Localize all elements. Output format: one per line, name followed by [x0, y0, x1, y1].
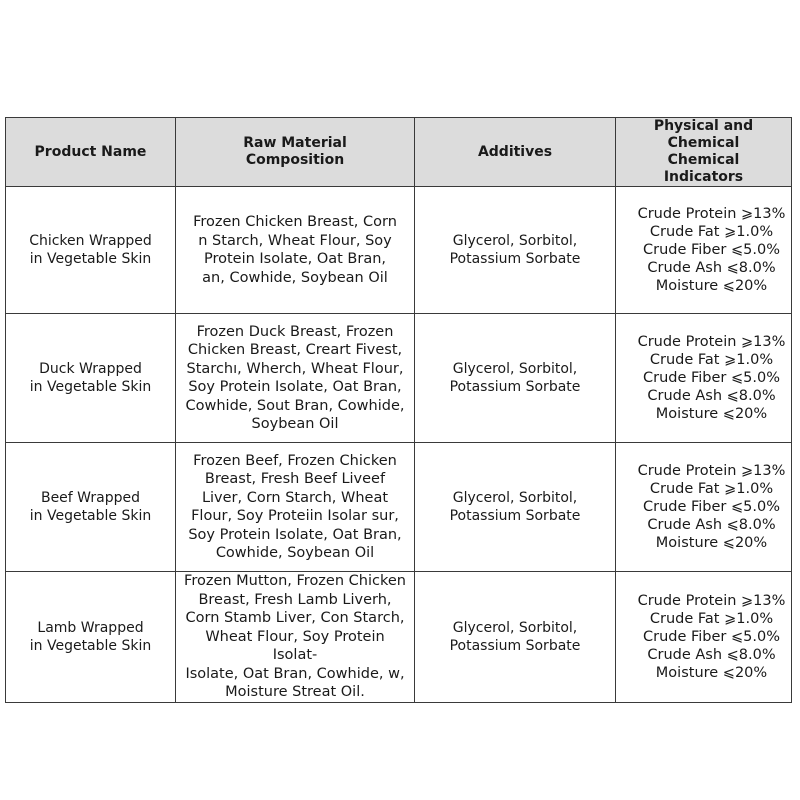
table-row [6, 314, 792, 443]
header-product-name: Product Name [6, 118, 176, 187]
product-name-cell: Lamb Wrapped in Vegetable Skin [6, 572, 176, 703]
table-row [6, 443, 792, 572]
additives-cell: Glycerol, Sorbitol, Potassium Sorbate [415, 572, 616, 703]
composition-cell: Frozen Mutton, Frozen Chicken Breast, Fresh Lamb Liverh, Corn Stamb Liver, Con Starch, Wheat Flour, Soy Protein Isolat- Isolate, Oat Bran, Cowhide, w, Moisture Streat Oil. [176, 572, 415, 703]
header-additives: Additives [415, 118, 616, 187]
additives-cell: Glycerol, Sorbitol, Potassium Sorbate [415, 443, 616, 572]
table-row [6, 572, 792, 703]
product-name-cell: Duck Wrapped in Vegetable Skin [6, 314, 176, 443]
composition-cell: Frozen Chicken Breast, Corn n Starch, Wheat Flour, Soy Protein Isolate, Oat Bran, an, Cowhide, Soybean Oil [176, 187, 415, 314]
indicators-cell: Crude Protein ⩾13% Crude Fat ⩾1.0% Crude Fiber ⩽5.0% Crude Ash ⩽8.0% Moisture ⩽20% [616, 443, 792, 572]
header-indicators: Physical and Chemical Chemical Indicators [616, 118, 792, 187]
indicators-cell: Crude Protein ⩾13% Crude Fat ⩾1.0% Crude Fiber ⩽5.0% Crude Ash ⩽8.0% Moisture ⩽20% [616, 572, 792, 703]
additives-cell: Glycerol, Sorbitol, Potassium Sorbate [415, 187, 616, 314]
indicators-cell: Crude Protein ⩾13% Crude Fat ⩾1.0% Crude Fiber ⩽5.0% Crude Ash ⩽8.0% Moisture ⩽20% [616, 187, 792, 314]
product-spec-table [5, 117, 792, 703]
header-row [6, 118, 792, 187]
header-raw-material: Raw Material Composition [176, 118, 415, 187]
composition-cell: Frozen Duck Breast, Frozen Chicken Breast, Creart Fivest, Starchı, Wherch, Wheat Flour, Soy Protein Isolate, Oat Bran, Cowhide, Sout Bran, Cowhide, Soybean Oil [176, 314, 415, 443]
product-name-cell: Chicken Wrapped in Vegetable Skin [6, 187, 176, 314]
table-row [6, 187, 792, 314]
composition-cell: Frozen Beef, Frozen Chicken Breast, Fresh Beef Liveef Liver, Corn Starch, Wheat Flour, Soy Proteiin Isolar sur, Soy Protein Isolate, Oat Bran, Cowhide, Soybean Oil [176, 443, 415, 572]
indicators-cell: Crude Protein ⩾13% Crude Fat ⩾1.0% Crude Fiber ⩽5.0% Crude Ash ⩽8.0% Moisture ⩽20% [616, 314, 792, 443]
additives-cell: Glycerol, Sorbitol, Potassium Sorbate [415, 314, 616, 443]
product-name-cell: Beef Wrapped in Vegetable Skin [6, 443, 176, 572]
